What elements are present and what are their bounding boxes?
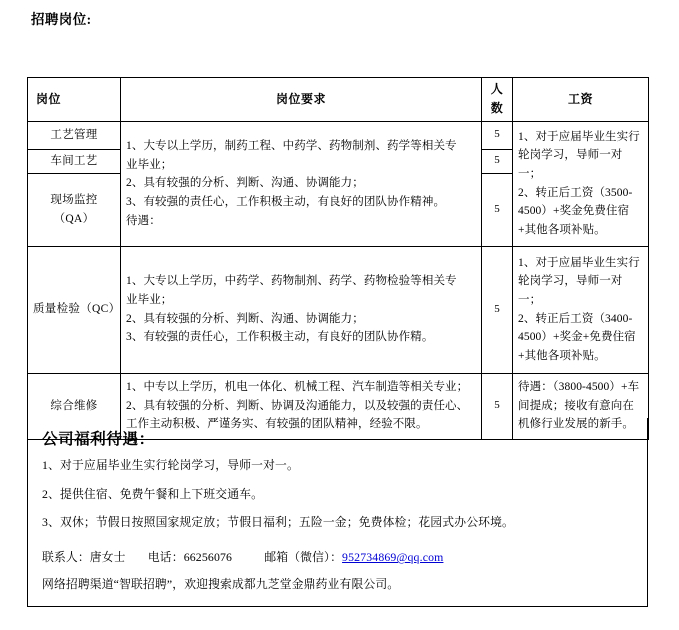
page-title: 招聘岗位: [31, 12, 92, 27]
headcount-value: 5 [482, 173, 513, 246]
requirement-line: 3、有较强的责任心，工作积极主动，有良好的团队协作精。 [126, 331, 434, 344]
headcount-value: 5 [482, 246, 513, 373]
contact-line [42, 550, 647, 565]
job-positions-table [27, 77, 649, 440]
contact-email-link[interactable]: 952734869@qq.com [342, 550, 444, 565]
salary-line: 1、对于应届毕业生实行轮岗学习，导师一对一； [518, 256, 640, 306]
salary-line: 待遇：（3800-4500）+车间提成；接收有意向在机修行业发展的新手。 [518, 381, 640, 431]
post-name: 综合维修 [28, 373, 121, 439]
benefit-item: 3、双休；节假日按照国家规定放；节假日福利；五险一金；免费体检；花园式办公环境。 [42, 515, 514, 530]
requirement-line: 业毕业； [126, 158, 173, 171]
post-name: 现场监控（QA） [28, 173, 121, 246]
benefit-item: 1、对于应届毕业生实行轮岗学习，导师一对一。 [42, 458, 299, 472]
contact-phone: 电话：66256076 [147, 550, 233, 565]
headcount-value: 5 [482, 149, 513, 173]
requirement-cell-group-a [121, 121, 482, 246]
headcount-value: 5 [482, 373, 513, 439]
requirement-line: 工作主动积极、严谨务实、有较强的团队精神，经验不限。 [126, 418, 428, 431]
post-name: 质量检验（QC） [28, 246, 121, 373]
salary-line: 2、转正后工资（3400-4500）+奖金+免费住宿+其他各项补贴。 [518, 312, 636, 362]
requirement-line: 2、具有较强的分析、判断、沟通、协调能力； [126, 312, 364, 325]
salary-line: 1、对于应届毕业生实行轮岗学习，导师一对一； [518, 130, 640, 181]
table-row [28, 121, 649, 149]
salary-cell-qc [513, 246, 649, 373]
requirement-line: 2、具有较强的分析、判断、协调及沟通能力，以及较强的责任心、 [126, 399, 469, 412]
post-name: 工艺管理 [28, 121, 121, 149]
salary-cell-group-a [513, 121, 649, 246]
column-header-count: 人数 [482, 78, 513, 122]
benefit-item: 2、提供住宿、免费午餐和上下班交通车。 [42, 486, 264, 501]
headcount-value: 5 [482, 121, 513, 149]
requirement-line: 3、有较强的责任心，工作积极主动，有良好的团队协作精神。 [126, 196, 446, 208]
requirement-line: 1、大专以上学历，制药工程、中药学、药物制剂、药学等相关专 [126, 140, 457, 153]
benefits-title: 公司福利待遇： [42, 431, 155, 448]
table-header-row [28, 78, 649, 122]
recruitment-channel-note: 网络招聘渠道“智联招聘”，欢迎搜索成都九芝堂金鼎药业有限公司。 [42, 576, 400, 591]
salary-line: 2、转正后工资（3500-4500）+奖金免费住宿+其他各项补贴。 [518, 186, 633, 236]
requirement-line: 1、中专以上学历，机电一体化、机械工程、汽车制造等相关专业； [126, 381, 469, 394]
table-row [28, 246, 649, 373]
contact-email-label: 邮箱（微信）： [264, 550, 343, 565]
requirement-line: 2、具有较强的分析、判断、沟通、协调能力； [126, 177, 364, 190]
column-header-post: 岗位 [28, 78, 121, 122]
requirement-line: 1、大专以上学历，中药学、药物制剂、药学、药物检验等相关专 [126, 275, 457, 288]
requirement-line: 业毕业； [126, 293, 173, 306]
company-benefits-section [27, 418, 648, 607]
contact-person: 联系人：唐女士 [42, 550, 126, 565]
column-header-requirement: 岗位要求 [121, 78, 482, 122]
requirement-line: 待遇： [126, 214, 161, 227]
post-name: 车间工艺 [28, 149, 121, 173]
requirement-cell-qc [121, 246, 482, 373]
column-header-salary: 工资 [513, 78, 649, 122]
